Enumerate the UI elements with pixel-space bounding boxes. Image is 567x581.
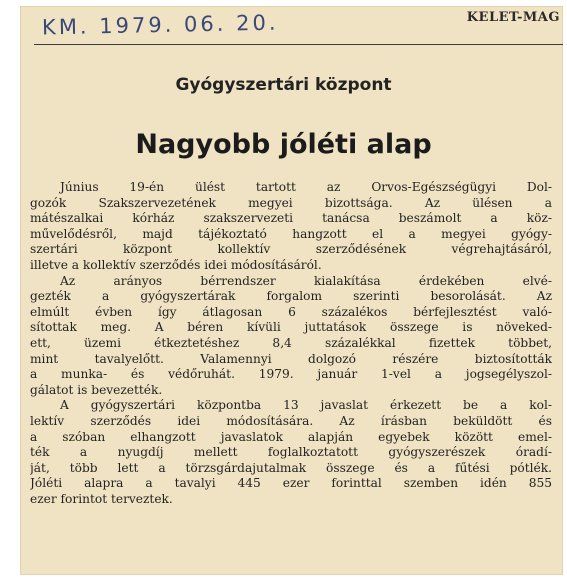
body-line: gozók Szakszervezetének megyei bizottsága. Az ülésen a — [30, 195, 552, 210]
body-line: sítottak meg. A béren kívüli juttatások összege is növeked- — [30, 320, 552, 335]
body-line: ett, üzemi étkeztetéshez 8,4 százalékkal fizettek többet, — [30, 335, 552, 350]
body-line: illetve a kollektív szerződés idei módosításáról. — [30, 257, 322, 272]
body-line: ját, több lett a törzsgárdajutalmak összege és a fűtési pótlék. — [30, 460, 552, 475]
body-line: ték a nyugdíj mellett foglalkoztatott gyógyszerészek óradí- — [30, 445, 552, 460]
body-line: művelődésről, majd tájékoztató hangzott el a megyei gyógy- — [30, 226, 552, 241]
header-divider — [34, 44, 563, 45]
body-line: gezték a gyógyszertárak forgalom szerinti besorolását. Az — [30, 289, 552, 304]
body-line: A gyógyszertári központba 13 javaslat érkezett be a kol- — [60, 398, 552, 413]
handwritten-date-note: KM. 1979. 06. 20. — [41, 10, 279, 40]
body-line: a szóban elhangzott javaslatok alapján egyebek között emel- — [30, 429, 552, 444]
article-body — [30, 180, 552, 507]
body-line: Az arányos bérrendszer kialakítása érdekében elvé- — [60, 273, 552, 288]
article-kicker: Gyógyszertári központ — [175, 75, 392, 95]
body-line: Június 19-én ülést tartott az Orvos-Egészségügyi Dol- — [60, 180, 552, 194]
article-headline: Nagyobb jóléti alap — [135, 129, 432, 160]
body-line: szertári központ kollektív szerződésének végrehajtásáról, — [30, 242, 552, 257]
body-line: mint tavalyelőtt. Valamennyi dolgozó részére biztosították — [30, 351, 552, 366]
body-line: lektív szerződés idei módosítására. Az írásban beküldött és — [30, 413, 552, 428]
body-line: gálatot is bevezették. — [30, 382, 163, 397]
newspaper-source-label: KELET-MAG — [466, 10, 560, 25]
body-line: a munka- és védőruhát. 1979. január 1-vel a jogsegélyszol- — [30, 367, 552, 382]
body-line: elmúlt évben így átlagosan 6 százalékos bérfejlesztést való- — [30, 304, 552, 319]
body-line: mátészalkai kórház szakszervezeti tanácsa beszámolt a köz- — [30, 211, 552, 226]
body-line: Jóléti alapra a tavalyi 445 ezer forinttal szemben idén 855 — [30, 476, 552, 491]
body-line: ezer forintot terveztek. — [30, 491, 173, 506]
